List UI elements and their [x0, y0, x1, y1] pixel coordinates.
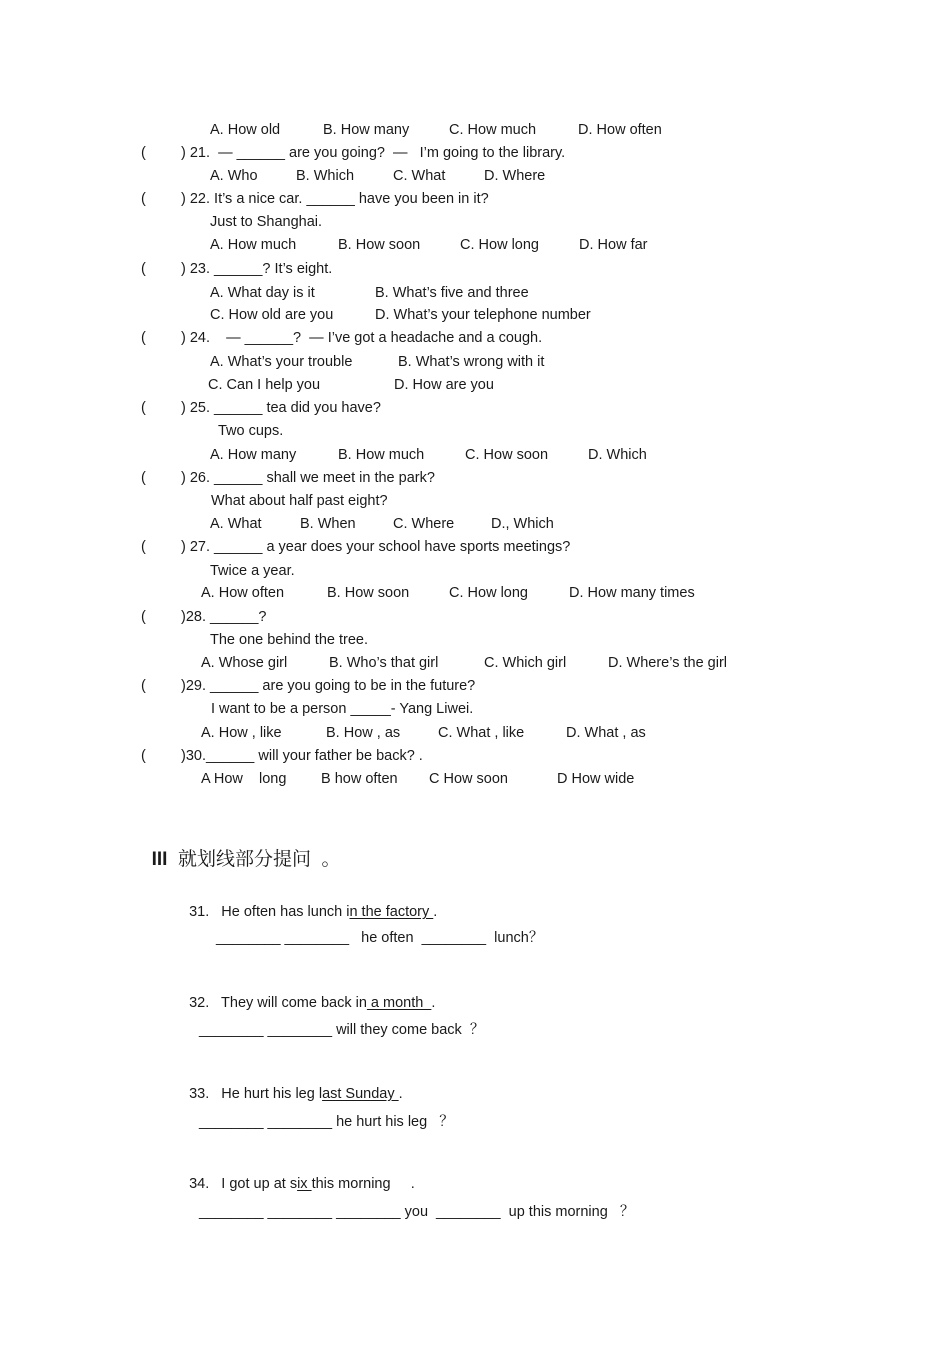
answer-q22: Just to Shanghai. — [210, 214, 323, 230]
option-q27-c: C. How long — [449, 585, 528, 601]
question-q24: ) 24. — ______? — I’ve got a headache and a cough. — [181, 330, 543, 346]
option-q26-d: D., Which — [491, 516, 554, 532]
underlined-phrase: ix — [297, 1176, 312, 1192]
option-q28-c: C. Which girl — [484, 655, 567, 671]
option-q23-b: B. What’s five and three — [375, 285, 529, 301]
option-q20-c: C. How much — [449, 122, 537, 138]
answer-q25: Two cups. — [218, 423, 284, 439]
option-q26-b: B. When — [300, 516, 356, 532]
option-q28-a: A. Whose girl — [201, 655, 288, 671]
underlined-phrase: n the factory — [349, 904, 434, 920]
option-q30-d: D How wide — [557, 771, 635, 787]
option-q21-c: C. What — [393, 168, 446, 184]
option-q25-c: C. How soon — [465, 447, 549, 463]
option-q29-a: A. How , like — [201, 725, 282, 741]
option-q24-b: B. What’s wrong with it — [398, 354, 545, 370]
option-q24-d: D. How are you — [394, 377, 494, 393]
option-q21-b: B. Which — [296, 168, 355, 184]
rewrite-question-32: 32. They will come back in a month . — [189, 995, 436, 1011]
answer-q28: The one behind the tree. — [210, 632, 369, 648]
option-q26-a: A. What — [210, 516, 262, 532]
option-q25-b: B. How much — [338, 447, 425, 463]
underlined-phrase: a month — [366, 995, 432, 1011]
question-q22: ) 22. It’s a nice car. ______ have you been in it? — [181, 191, 489, 207]
option-q25-d: D. Which — [588, 447, 647, 463]
rewrite-question-33: 33. He hurt his leg last Sunday . — [189, 1086, 403, 1102]
underlined-phrase: ast Sunday — [322, 1086, 399, 1102]
option-q29-d: D. What , as — [566, 725, 646, 741]
section-number: III — [151, 849, 168, 870]
question-q29: )29. ______ are you going to be in the future? — [181, 678, 476, 694]
answer-paren-q21: ( — [141, 145, 146, 161]
answer-paren-q24: ( — [141, 330, 146, 346]
option-q27-a: A. How often — [201, 585, 285, 601]
option-q20-a: A. How old — [210, 122, 281, 138]
option-q28-b: B. Who’s that girl — [329, 655, 439, 671]
option-q22-c: C. How long — [460, 237, 539, 253]
answer-paren-q30: ( — [141, 748, 146, 764]
option-q24-a: A. What’s your trouble — [210, 354, 353, 370]
option-q28-d: D. Where’s the girl — [608, 655, 727, 671]
option-q27-b: B. How soon — [327, 585, 410, 601]
option-q30-b: B how often — [321, 771, 398, 787]
section-period: 。 — [321, 849, 341, 870]
option-q20-b: B. How many — [323, 122, 410, 138]
question-q28: )28. ______? — [181, 609, 267, 625]
option-q20-d: D. How often — [578, 122, 662, 138]
section-title: 就划线部分提问 — [177, 849, 311, 870]
answer-paren-q25: ( — [141, 400, 146, 416]
question-q26: ) 26. ______ shall we meet in the park? — [181, 470, 435, 486]
option-q23-c: C. How old are you — [210, 307, 334, 323]
question-q25: ) 25. ______ tea did you have? — [181, 400, 381, 416]
option-q30-a: A How long — [201, 771, 287, 787]
answer-blanks-32: ________ ________ will they come back ？ — [199, 1022, 485, 1038]
option-q22-d: D. How far — [579, 237, 648, 253]
option-q29-b: B. How , as — [326, 725, 401, 741]
answer-paren-q28: ( — [141, 609, 146, 625]
answer-q29: I want to be a person _____- Yang Liwei. — [211, 701, 474, 717]
option-q24-c: C. Can I help you — [208, 377, 321, 393]
option-q23-d: D. What’s your telephone number — [375, 307, 591, 323]
option-q23-a: A. What day is it — [210, 285, 315, 301]
answer-paren-q26: ( — [141, 470, 146, 486]
rewrite-question-31: 31. He often has lunch in the factory . — [189, 904, 438, 920]
option-q26-c: C. Where — [393, 516, 455, 532]
answer-q26: What about half past eight? — [211, 493, 388, 509]
rewrite-question-34: 34. I got up at six this morning . — [189, 1176, 415, 1192]
answer-blanks-34: ________ ________ ________ you ________ up this morning ？ — [199, 1204, 635, 1220]
section-heading — [141, 824, 341, 872]
option-q22-b: B. How soon — [338, 237, 421, 253]
option-q22-a: A. How much — [210, 237, 297, 253]
question-q27: ) 27. ______ a year does your school have sports meetings? — [181, 539, 571, 555]
answer-paren-q27: ( — [141, 539, 146, 555]
answer-paren-q29: ( — [141, 678, 146, 694]
answer-paren-q22: ( — [141, 191, 146, 207]
option-q21-a: A. Who — [210, 168, 258, 184]
answer-q27: Twice a year. — [210, 563, 295, 579]
option-q29-c: C. What , like — [438, 725, 525, 741]
answer-paren-q23: ( — [141, 261, 146, 277]
option-q21-d: D. Where — [484, 168, 546, 184]
answer-blanks-33: ________ ________ he hurt his leg ？ — [199, 1114, 454, 1130]
answer-blanks-31: ________ ________ he often ________ lunch？ — [216, 930, 544, 946]
question-q21: ) 21. — ______ are you going? — I’m going to the library. — [181, 145, 566, 161]
option-q27-d: D. How many times — [569, 585, 695, 601]
option-q30-c: C How soon — [429, 771, 508, 787]
question-q30: )30.______ will your father be back? . — [181, 748, 423, 764]
question-q23: ) 23. ______? It’s eight. — [181, 261, 333, 277]
option-q25-a: A. How many — [210, 447, 297, 463]
